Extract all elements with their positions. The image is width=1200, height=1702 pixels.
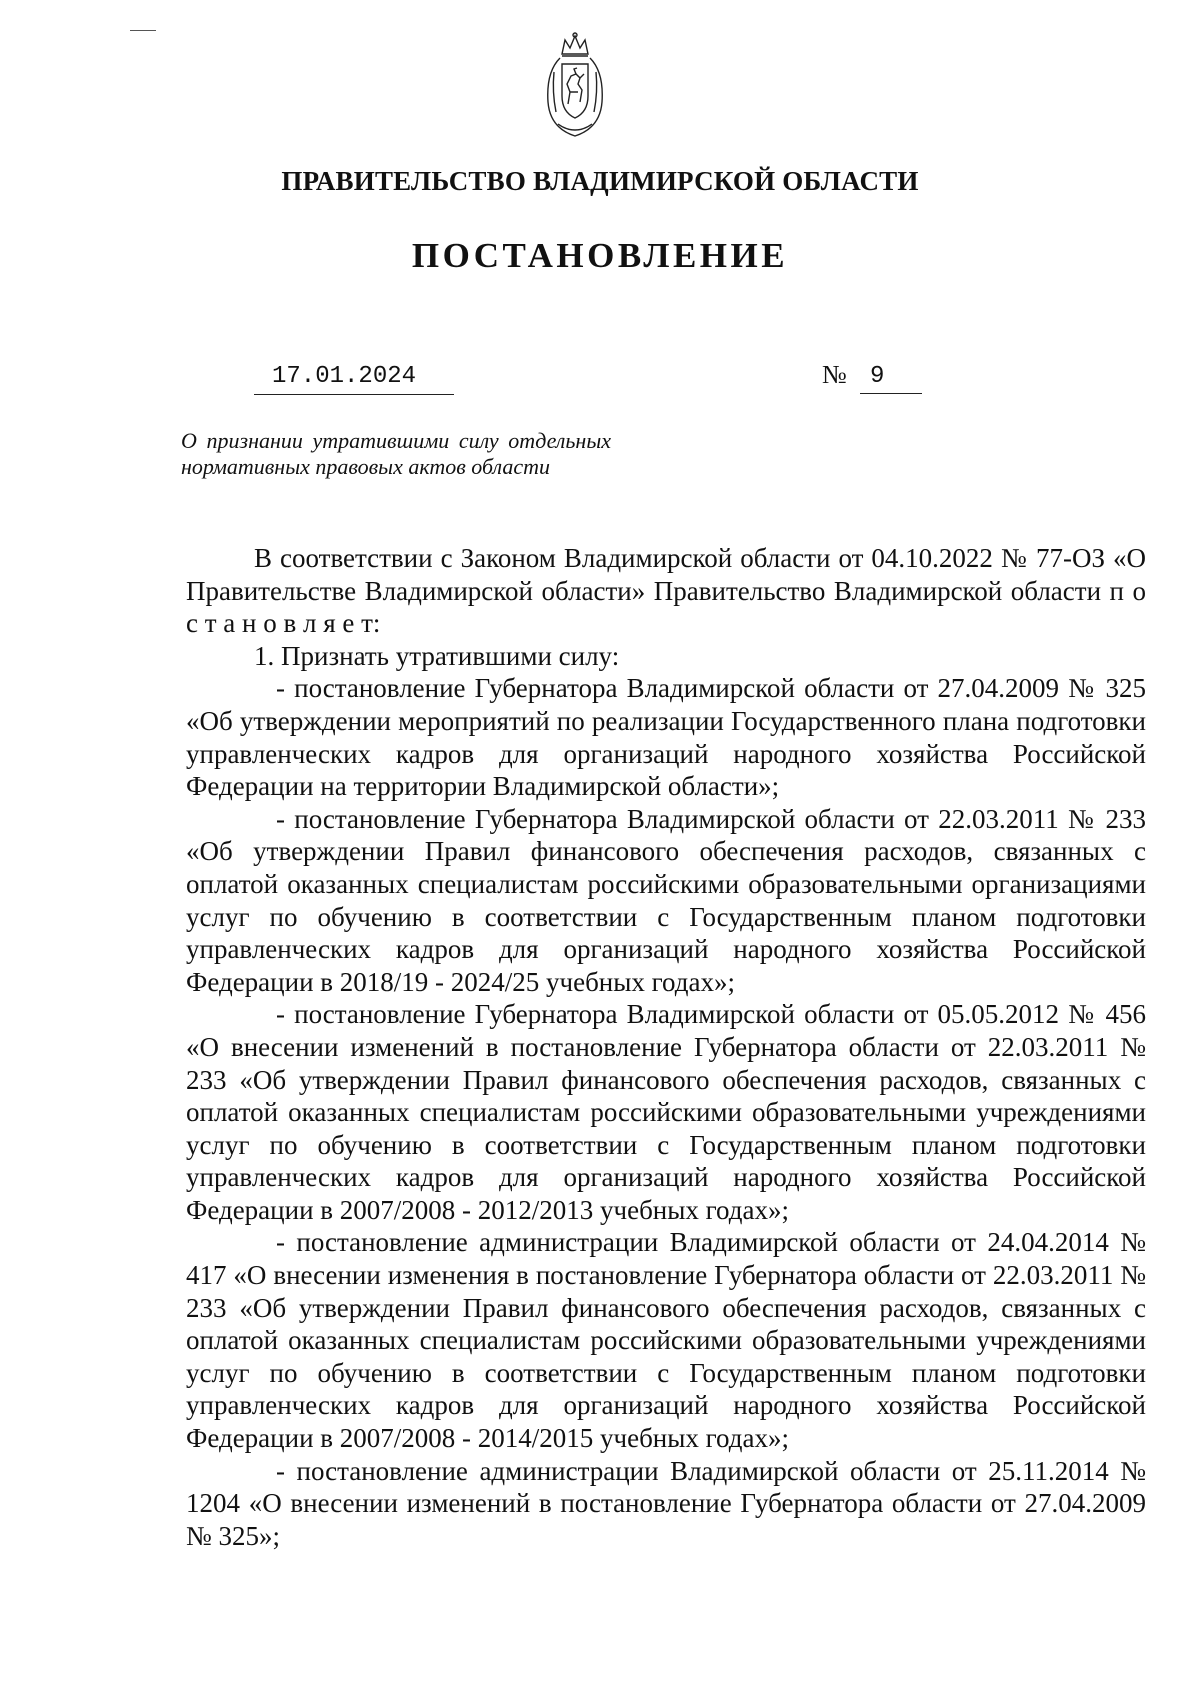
document-type: ПОСТАНОВЛЕНИЕ — [411, 236, 789, 275]
document-number-field — [822, 360, 922, 394]
list-item: - постановление Губернатора Владимирской области от 22.03.2011 № 233 «Об утверждении Правил финансового обеспечения расходов, связанных с оплатой оказанных специалистам российскими образовательными организациями услуг по обучению в соответствии с Государственным планом подготовки управленческих кадров для организаций народного хозяйства Российской Федерации в 2018/19 - 2024/25 учебных годах»; — [186, 803, 1146, 997]
document-number: 9 — [870, 363, 885, 390]
document-body — [186, 542, 1146, 1552]
list-item: - постановление Губернатора Владимирской области от 27.04.2009 № 325 «Об утверждении мероприятий по реализации Государственного плана подготовки управленческих кадров для организаций народного хозяйства Российской Федерации на территории Владимирской области»; — [186, 673, 1146, 802]
document-date: 17.01.2024 — [272, 363, 417, 390]
number-underline — [860, 393, 922, 394]
document-date-field — [254, 360, 454, 395]
issuing-authority: ПРАВИТЕЛЬСТВО ВЛАДИМИРСКОЙ ОБЛАСТИ — [281, 166, 919, 196]
number-sign: № — [822, 360, 847, 389]
scan-mark — [130, 30, 156, 31]
preamble: В соответствии с Законом Владимирской области от 04.10.2022 № 77-ОЗ «О Правительстве Владимирской области» Правительство Владимирской области п о с т а н о в л я е т: — [186, 543, 1146, 639]
list-item: - постановление Губернатора Владимирской области от 05.05.2012 № 456 «О внесении изменений в постановление Губернатора области от 22.03.2011 № 233 «Об утверждении Правил финансового обеспечения расходов, связанных с оплатой оказанных специалистам российскими образовательными учреждениями услуг по обучению в соответствии с Государственным планом подготовки управленческих кадров для организаций народного хозяйства Российской Федерации в 2007/2008 - 2012/2013 учебных годах»; — [186, 999, 1146, 1225]
document-subject: О признании утратившими силу отдельных нормативных правовых актов области — [181, 428, 611, 479]
point-1: 1. Признать утратившими силу: — [254, 640, 620, 671]
list-item: - постановление администрации Владимирской области от 25.11.2014 № 1204 «О внесении изменений в постановление Губернатора области от 27.04.2009 № 325»; — [186, 1455, 1146, 1551]
coat-of-arms-icon — [540, 32, 610, 140]
list-item: - постановление администрации Владимирской области от 24.04.2014 № 417 «О внесении изменения в постановление Губернатора области от 22.03.2011 № 233 «Об утверждении Правил финансового обеспечения расходов, связанных с оплатой оказанных специалистам российскими образовательными учреждениями услуг по обучению в соответствии с Государственным планом подготовки управленческих кадров для организаций народного хозяйства Российской Федерации в 2007/2008 - 2014/2015 учебных годах»; — [186, 1227, 1146, 1454]
